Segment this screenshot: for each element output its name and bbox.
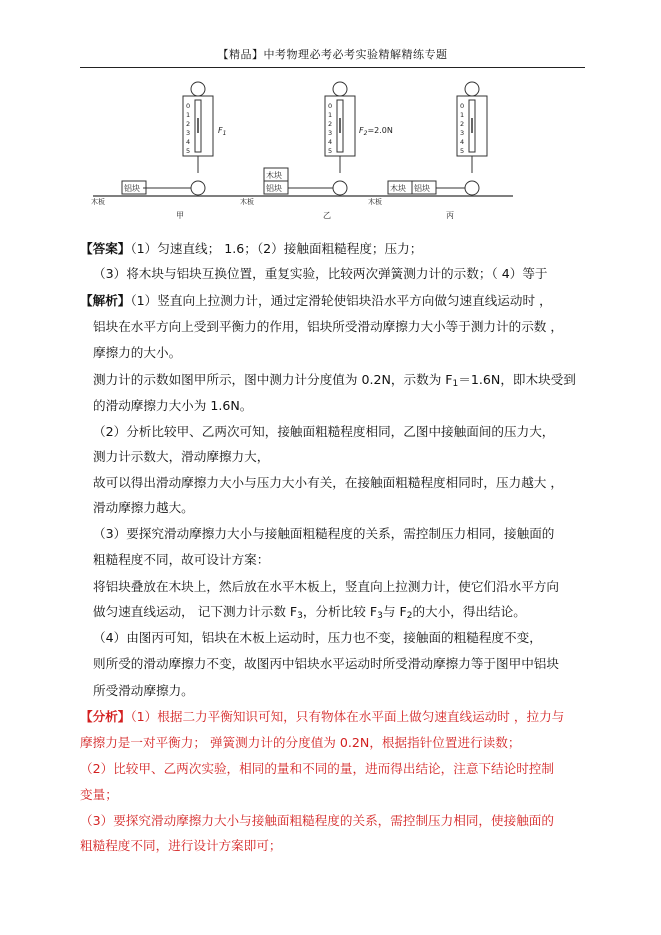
analysis-line: 将铝块叠放在木块上，然后放在水平木板上，竖直向上拉测力计，使它们沿水平方向: [93, 579, 559, 594]
analysis-text: （1）竖直向上拉测力计，通过定滑轮使铝块沿水平方向做匀速直线运动时 ，: [130, 293, 552, 308]
block-label: 铝块: [266, 184, 282, 193]
analysis-line: 摩擦力的大小。: [93, 345, 182, 360]
scale-mark: 1: [460, 111, 465, 119]
scale-mark: 4: [186, 138, 191, 146]
scale-mark: 3: [186, 129, 191, 137]
analysis-line: 铝块在水平方向上受到平衡力的作用，铝块所受滑动摩擦力大小等于测力计的示数 ，: [93, 319, 563, 334]
analysis-bracket: 【解析】: [80, 293, 131, 308]
scale-mark: 3: [460, 129, 465, 137]
analysis-line: 测力计的示数如图甲所示，图中测力计分度值为 0.2N，示数为 $F_1=1.6N$，即木块受到: [93, 372, 576, 389]
fenxi-line: （3）要探究滑动摩擦力大小与接触面粗糙程度的关系，需控制压力相同，使接触面的: [80, 813, 554, 828]
scale-mark: 0: [460, 102, 465, 110]
block-label: 铝块: [414, 184, 430, 193]
pulley: [191, 181, 205, 195]
block-label: 木块: [266, 171, 282, 180]
fenxi-line: （2）比较甲、乙两次实验，相同的量和不同的量，进而得出结论，注意下结论时控制: [80, 761, 554, 776]
fenxi-line: 变量；: [80, 787, 118, 802]
scale-mark: 5: [460, 147, 465, 155]
analysis-line: 故可以得出滑动摩擦力大小与压力大小有关，在接触面粗糙程度相同时，压力越大 ，: [93, 475, 563, 490]
analysis-line: 所受滑动摩擦力。: [93, 683, 194, 698]
force-label: $F_2=2.0N$: [359, 126, 393, 137]
analysis-line: 粗糙程度不同，故可设计方案：: [93, 552, 270, 567]
block-label: 铝块: [124, 184, 140, 193]
board-label: 木板: [91, 198, 105, 206]
meter-ring: [465, 82, 479, 96]
analysis-line: 则所受的滑动摩擦力不变，故图丙中铝块水平运动时所受滑动摩擦力等于图甲中铝块: [93, 656, 559, 671]
analysis-line: （3）要探究滑动摩擦力大小与接触面粗糙程度的关系，需控制压力相同，接触面的: [93, 526, 555, 541]
analysis-line: （2）分析比较甲、乙两次可知，接触面粗糙程度相同，乙图中接触面间的压力大，: [93, 424, 555, 439]
scale-mark: 2: [186, 120, 191, 128]
analysis-line: 做匀速直线运动， 记下测力计示数 $F_3$，分析比较 $F_3$与 $F_2$的大小，得出结论。: [93, 604, 526, 621]
panel-caption: 乙: [323, 211, 331, 220]
scale-mark: 2: [328, 120, 333, 128]
analysis-line: 滑动摩擦力越大。: [93, 500, 194, 515]
experiment-figure: [88, 78, 588, 230]
header-title: 【精品】中考物理必考必考实验精解精练专题: [217, 48, 448, 61]
scale-mark: 5: [328, 147, 333, 155]
meter-ring: [191, 82, 205, 96]
scale-mark: 1: [186, 111, 191, 119]
panel-bing: [368, 82, 513, 220]
panel-caption: 丙: [446, 211, 454, 220]
answer-line-2: （3）将木块与铝块互换位置，重复实验，比较两次弹簧测力计的示数；（ 4）等于: [93, 266, 548, 281]
answer-bracket: 【答案】: [80, 241, 131, 256]
pulley: [333, 181, 347, 195]
page-header: [80, 46, 585, 68]
fenxi-line: 粗糙程度不同，进行设计方案即可；: [80, 838, 282, 853]
force-label: $F_1$: [218, 126, 227, 137]
board-label: 木板: [368, 198, 382, 206]
scale-mark: 0: [186, 102, 191, 110]
analysis-line-1: [80, 293, 552, 309]
board-label: 木板: [240, 198, 254, 206]
fenxi-line-1: [80, 709, 564, 725]
answer-line-1: [80, 241, 422, 257]
fenxi-bracket: 【分析】: [80, 709, 131, 724]
meter-ring: [333, 82, 347, 96]
answer-text: （1）匀速直线； 1.6；（2）接触面粗糙程度；压力；: [130, 241, 423, 256]
analysis-line: （4）由图丙可知，铝块在木板上运动时，压力也不变，接触面的粗糙程度不变，: [93, 630, 542, 645]
scale-mark: 4: [460, 138, 465, 146]
panel-caption: 甲: [176, 211, 184, 220]
fenxi-line: 摩擦力是一对平衡力； 弹簧测力计的分度值为 0.2N，根据指针位置进行读数；: [80, 735, 521, 750]
block-label: 木块: [390, 184, 406, 193]
fenxi-text: （1）根据二力平衡知识可知，只有物体在水平面上做匀速直线运动时 ，拉力与: [130, 709, 565, 724]
analysis-line: 测力计示数大，滑动摩擦力大，: [93, 449, 270, 464]
scale-mark: 2: [460, 120, 465, 128]
scale-mark: 1: [328, 111, 333, 119]
scale-mark: 3: [328, 129, 333, 137]
analysis-line: 的滑动摩擦力大小为 1.6N。: [93, 398, 253, 413]
pulley: [465, 181, 479, 195]
scale-mark: 4: [328, 138, 333, 146]
scale-mark: 5: [186, 147, 191, 155]
panel-jia: [91, 82, 238, 220]
scale-mark: 0: [328, 102, 333, 110]
